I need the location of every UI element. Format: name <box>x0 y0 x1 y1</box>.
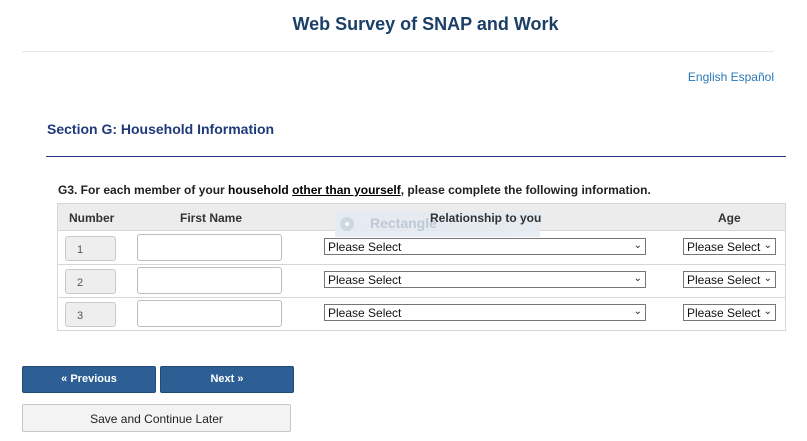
chevron-down-icon: ⌄ <box>763 273 772 284</box>
age-select-value: Please Select <box>687 240 761 254</box>
question-other-than: other than yourself <box>292 183 401 197</box>
relationship-select-value: Please Select <box>328 306 402 320</box>
chevron-down-icon: ⌄ <box>633 273 642 284</box>
age-select[interactable] <box>683 238 776 255</box>
row-number: 1 <box>65 236 116 261</box>
table-row <box>58 298 785 331</box>
overlay-label: Rectangle <box>370 215 437 231</box>
age-select-value: Please Select <box>687 306 761 320</box>
question-prefix: G3. For each member of your <box>58 183 229 197</box>
first-name-input[interactable] <box>137 300 282 327</box>
question-text <box>58 183 651 197</box>
language-spanish-link[interactable]: Español <box>730 70 774 84</box>
header-relationship: Relationship to you <box>430 211 542 225</box>
header-age: Age <box>718 211 741 225</box>
question-suffix: , please complete the following information. <box>400 183 651 197</box>
row-number: 2 <box>65 269 116 294</box>
table-row <box>58 232 785 265</box>
question-household: household <box>228 183 289 197</box>
header-first-name: First Name <box>180 211 243 225</box>
chevron-down-icon: ⌄ <box>633 306 642 317</box>
radio-icon <box>340 217 354 231</box>
language-switcher <box>688 70 774 84</box>
chevron-down-icon: ⌄ <box>633 240 642 251</box>
table-header <box>58 204 785 231</box>
header-divider <box>22 51 774 52</box>
next-button[interactable]: Next » <box>160 366 294 393</box>
table-row <box>58 265 785 298</box>
household-table <box>57 203 786 331</box>
age-select[interactable] <box>683 271 776 288</box>
header-number: Number <box>69 211 115 225</box>
relationship-select-value: Please Select <box>328 240 402 254</box>
save-and-continue-later-button[interactable]: Save and Continue Later <box>22 404 291 432</box>
page-title: Web Survey of SNAP and Work <box>292 14 559 34</box>
relationship-select[interactable] <box>324 238 646 255</box>
section-title: Section G: Household Information <box>47 121 275 137</box>
chevron-down-icon: ⌄ <box>763 306 772 317</box>
chevron-down-icon: ⌄ <box>763 240 772 251</box>
relationship-select[interactable] <box>324 271 646 288</box>
first-name-input[interactable] <box>137 267 282 294</box>
first-name-input[interactable] <box>137 234 282 261</box>
age-select-value: Please Select <box>687 273 761 287</box>
row-number: 3 <box>65 302 116 327</box>
section-divider <box>46 156 786 157</box>
previous-button[interactable]: « Previous <box>22 366 156 393</box>
language-english-link[interactable]: English <box>687 70 728 84</box>
relationship-select[interactable] <box>324 304 646 321</box>
relationship-select-value: Please Select <box>328 273 402 287</box>
age-select[interactable] <box>683 304 776 321</box>
